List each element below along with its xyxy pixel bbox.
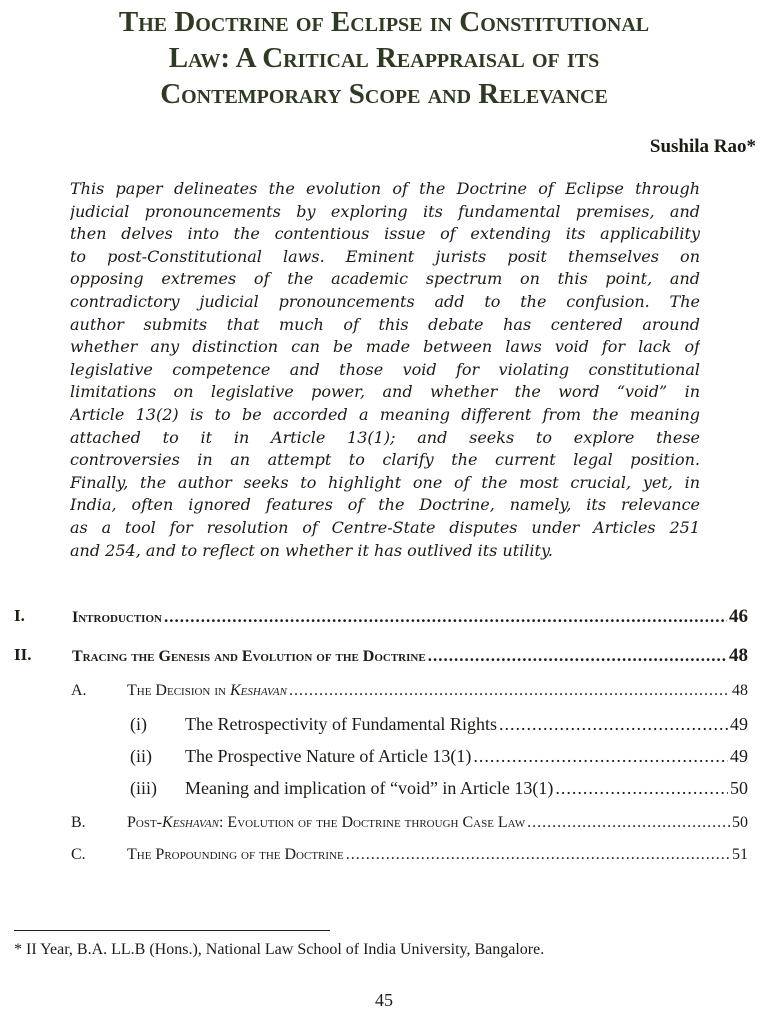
toc-page: 51 xyxy=(732,846,748,863)
toc-entry-prospective-nature xyxy=(14,746,748,774)
toc-entry-meaning-void xyxy=(14,778,748,806)
toc-entry-decision-keshavan xyxy=(14,682,748,710)
toc-leader xyxy=(473,746,728,767)
page-number: 45 xyxy=(375,990,393,1010)
toc-leader xyxy=(346,846,730,864)
abstract-line: attached to it in Article 13(1); and seeks to explore these xyxy=(70,427,700,447)
toc-label: The Decision in Keshavan xyxy=(127,682,287,699)
abstract-line: opposing extremes of the academic spectrum on this point, and xyxy=(70,269,700,289)
toc-label: The Retrospectivity of Fundamental Rights xyxy=(185,714,497,734)
toc-page: 50 xyxy=(730,778,748,798)
toc-number: B. xyxy=(71,814,86,831)
toc-leader xyxy=(428,646,727,666)
abstract-line: author submits that much of this debate has centered around xyxy=(70,314,700,334)
toc-page: 49 xyxy=(730,714,748,734)
toc-number: (ii) xyxy=(130,746,152,766)
toc-entry-introduction xyxy=(14,606,748,634)
toc-page: 49 xyxy=(730,746,748,766)
toc-page: 48 xyxy=(729,645,748,666)
abstract-line: legislative competence and those void for violating constitutional xyxy=(70,359,700,379)
toc-entry-retrospectivity xyxy=(14,714,748,742)
abstract-line: as a tool for resolution of Centre-State disputes under Articles 251 xyxy=(70,517,700,537)
abstract-line: judicial pronouncements by exploring its fundamental premises, and xyxy=(70,201,700,221)
title-line: The Doctrine of Eclipse in Constitutional xyxy=(118,6,650,38)
abstract-line: whether any distinction can be made between laws void for lack of xyxy=(70,337,700,357)
toc-label: The Prospective Nature of Article 13(1) xyxy=(185,746,472,766)
toc-page: 46 xyxy=(729,606,748,627)
abstract-line: Article 13(2) is to be accorded a meaning different from the meaning xyxy=(70,404,700,424)
abstract-line: then delves into the contentious issue of extending its applicability xyxy=(70,224,700,244)
toc-number: II. xyxy=(14,645,32,664)
toc-number: (iii) xyxy=(130,778,157,798)
toc-page: 50 xyxy=(732,814,748,831)
abstract-line: Finally, the author seeks to highlight one of the most crucial, yet, in xyxy=(70,472,700,492)
title-line: Contemporary Scope and Relevance xyxy=(160,78,608,110)
abstract-line: controversies in an attempt to clarify the current legal position. xyxy=(70,450,700,470)
abstract-line: limitations on legislative power, and whether the word “void” in xyxy=(70,382,700,402)
author-footnote: * II Year, B.A. LL.B (Hons.), National Law School of India University, Bangalore. xyxy=(14,941,545,958)
toc-leader xyxy=(164,607,727,627)
toc-number: I. xyxy=(14,606,25,625)
abstract-line: contradictory judicial pronouncements add to the confusion. The xyxy=(70,291,700,311)
author-name: Sushila Rao* xyxy=(649,136,756,157)
toc-leader xyxy=(555,778,728,799)
toc-label: The Propounding of the Doctrine xyxy=(127,846,344,863)
toc-entry-tracing-genesis xyxy=(14,645,748,673)
toc-entry-propounding xyxy=(14,846,748,874)
toc-number: C. xyxy=(71,846,86,863)
footnote-divider xyxy=(14,930,330,931)
toc-leader xyxy=(289,682,730,700)
abstract-line: This paper delineates the evolution of the Doctrine of Eclipse through xyxy=(70,179,700,198)
toc-leader xyxy=(527,814,730,832)
toc-number: A. xyxy=(71,682,87,699)
toc-leader xyxy=(499,714,728,735)
toc-page: 48 xyxy=(732,682,748,699)
abstract xyxy=(70,178,700,562)
paper-title xyxy=(30,4,738,112)
toc-number: (i) xyxy=(130,714,147,734)
toc-label: Post-Keshavan: Evolution of the Doctrine through Case Law xyxy=(127,814,526,831)
abstract-line: to post-Constitutional laws. Eminent jurists posit themselves on xyxy=(70,246,700,266)
toc-label: Meaning and implication of “void” in Article 13(1) xyxy=(185,778,554,798)
toc-entry-post-keshavan xyxy=(14,814,748,842)
toc-label: Introduction xyxy=(72,609,162,626)
toc-label: Tracing the Genesis and Evolution of the Doctrine xyxy=(72,648,426,665)
abstract-line: and 254, and to reflect on whether it has outlived its utility. xyxy=(70,540,553,560)
title-line: Law: A Critical Reappraisal of its xyxy=(168,42,600,74)
abstract-line: India, often ignored features of the Doctrine, namely, its relevance xyxy=(70,495,700,515)
